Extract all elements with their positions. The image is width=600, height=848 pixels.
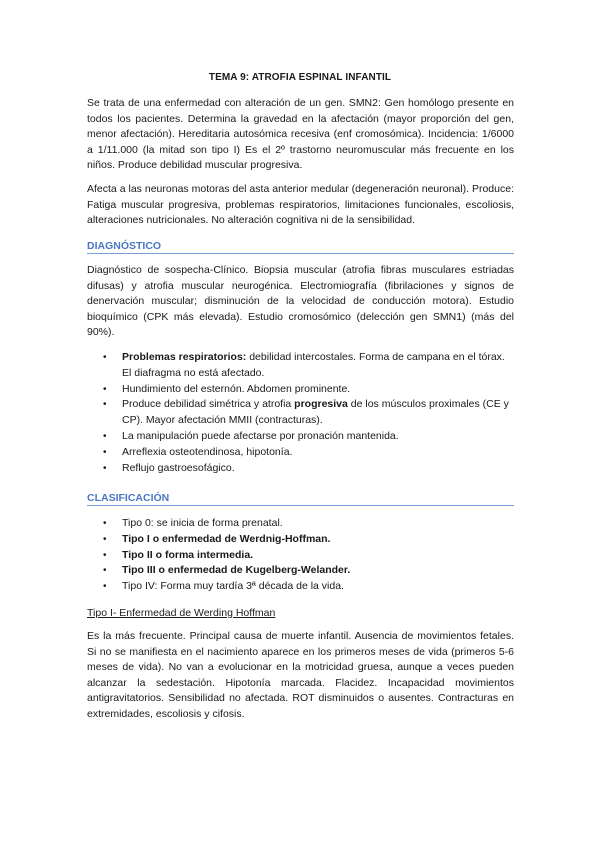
clasificacion-list — [103, 516, 514, 595]
bullet-icon: • — [103, 430, 107, 442]
list-item: • Problemas respiratorios: debilidad intercostales. Forma de campana en el tórax. El diafragma no está afectado. — [103, 351, 505, 379]
bullet-icon: • — [103, 533, 107, 545]
diagnostico-list — [103, 350, 514, 476]
diagnostico-paragraph: Diagnóstico de sospecha-Clínico. Biopsia muscular (atrofia fibras musculares estriadas difusas) y atrofia muscular neurogénica. Electromiografía (fibrilaciones y signos de denervación muscular; disminución de la velocidad de conducción motora). Estudio bioquímico (CPK más elevada). Estudio cromosómico (delección gen SMN1) (más del 90%). — [87, 264, 514, 339]
bullet-icon: • — [103, 352, 107, 363]
list-item: • La manipulación puede afectarse por pronación mantenida. — [103, 429, 514, 445]
bullet-icon: • — [103, 399, 107, 411]
list-item: • Hundimiento del esternón. Abdomen prominente. — [103, 382, 514, 398]
bullet-icon: • — [103, 462, 107, 474]
list-item: • Produce debilidad simétrica y atrofia progresiva de los músculos proximales (CE y CP). Mayor afectación MMII (contracturas). — [103, 398, 509, 427]
list-item: • Tipo I o enfermedad de Werdnig-Hoffman. — [103, 532, 514, 548]
list-item: • Tipo III o enfermedad de Kugelberg-Welander. — [103, 563, 514, 579]
list-item: • Tipo II o forma intermedia. — [103, 548, 514, 564]
tipo1-heading: Tipo I- Enfermedad de Werding Hoffman — [87, 607, 276, 619]
intro-paragraph: Se trata de una enfermedad con alteración de un gen. SMN2: Gen homólogo presente en todos los pacientes. Determina la gravedad en la afectación (mayor proporción del gen, menor afectación). Hereditaria autosómica recesiva (enf cromosómica). Incidencia: 1/6000 a 1/11.000 (la mitad son tipo I) Es el 2º trastorno neuromuscular más frecuente en los niños. Produce debilidad muscular progresiva. — [87, 97, 514, 172]
neurons-paragraph: Afecta a las neuronas motoras del asta anterior medular (degeneración neuronal). Produce: Fatiga muscular progresiva, problemas respiratorios, limitaciones funcionales, escoliosis, alteraciones nutricionales. No alteración cognitiva ni de la sensibilidad. — [87, 183, 514, 227]
diagnostico-heading: DIAGNÓSTICO — [87, 240, 514, 254]
list-item: • Tipo 0: se inicia de forma prenatal. — [103, 516, 514, 532]
tipo1-paragraph: Es la más frecuente. Principal causa de muerte infantil. Ausencia de movimientos fetales. Si no se manifiesta en el nacimiento aparece en los primeros meses de vida (primeros 5-6 meses de vida). No van a evolucionar en la motricidad gruesa, aunque a veces pueden alcanzar la sedestación. Hipotonía marcada. Flacidez. Incapacidad movimientos antigravitatorios. Sensibilidad no afectada. ROT disminuidos o ausentes. Contracturas en extremidades, escoliosis y cifosis. — [87, 630, 514, 720]
clasificacion-heading: CLASIFICACIÓN — [87, 492, 514, 506]
list-item: • Arreflexia osteotendinosa, hipotonía. — [103, 445, 514, 461]
bullet-icon: • — [103, 518, 107, 529]
bullet-icon: • — [103, 446, 107, 458]
page-title: TEMA 9: ATROFIA ESPINAL INFANTIL — [208, 72, 392, 83]
bullet-icon: • — [103, 565, 107, 577]
bullet-icon: • — [103, 581, 107, 593]
list-item: • Tipo IV: Forma muy tardía 3ª década de la vida. — [103, 579, 514, 595]
bullet-icon: • — [103, 383, 107, 395]
bullet-icon: • — [103, 549, 107, 561]
list-item: • Reflujo gastroesofágico. — [103, 461, 514, 477]
